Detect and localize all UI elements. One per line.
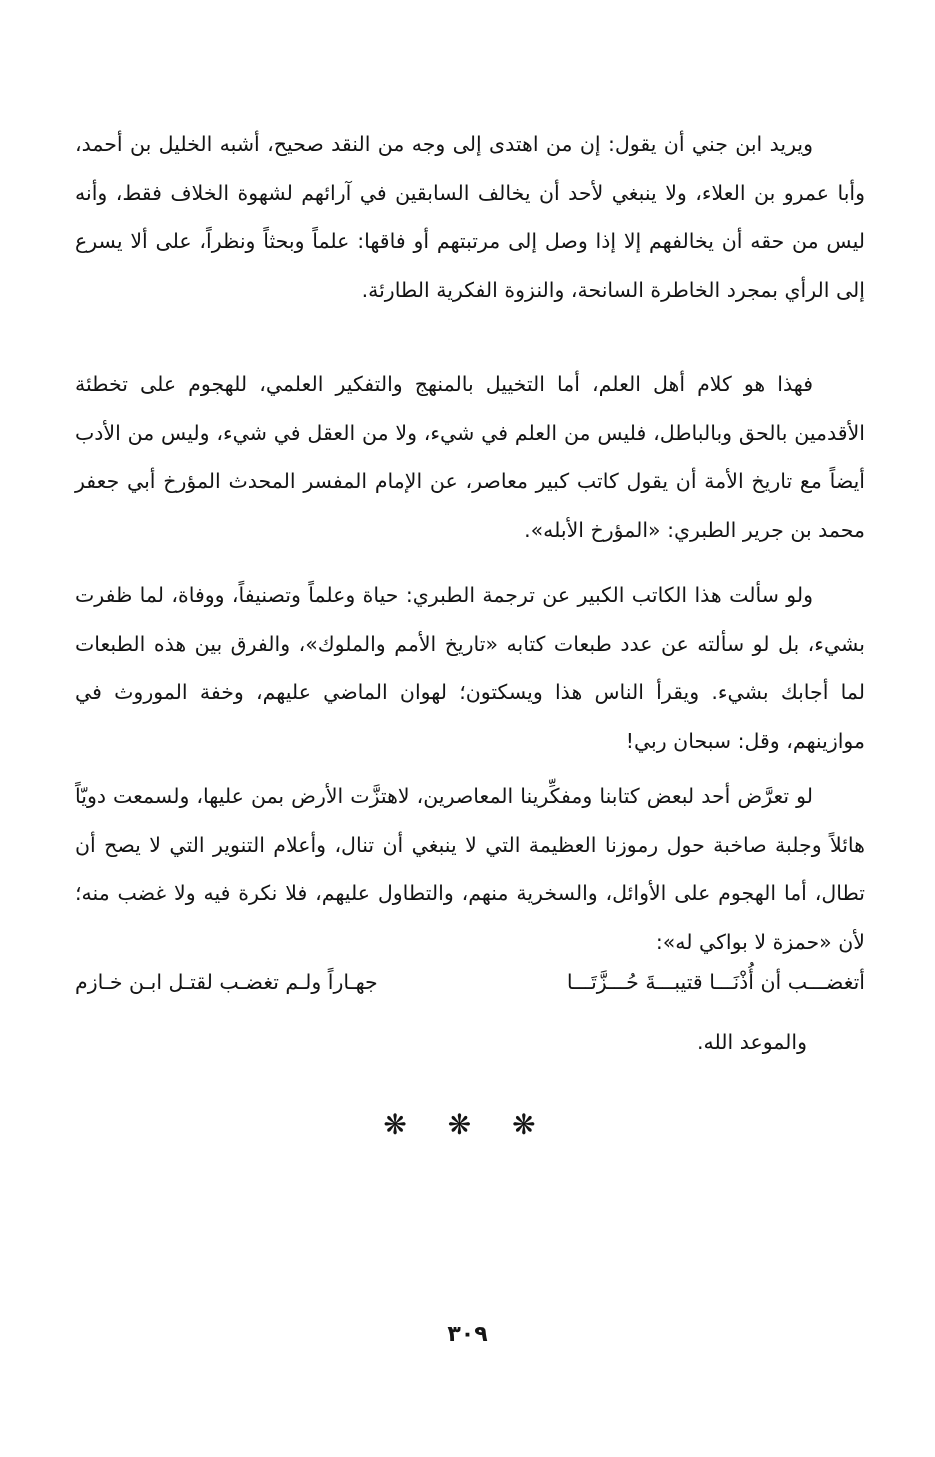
paragraph-1: ويريد ابن جني أن يقول: إن من اهتدى إلى وجه من النقد صحيح، أشبه الخليل بن أحمد، وأبا عمرو بن العلاء، ولا ينبغي لأحد أن يخالف السابقين في آرائهم لشهوة الخلاف فقط، وأنه ليس من حقه أن يخالفهم إلا إذا وصل إلى مرتبتهم أو فاقها: علماً وبحثاً ونظراً، على ألا يسرع إلى الرأي بمجرد الخاطرة السانحة، والنزوة الفكرية الطارئة.	[75, 132, 865, 302]
poetry-verse	[75, 970, 865, 1020]
paragraph-4: لو تعرَّض أحد لبعض كتابنا ومفكِّرينا المعاصرين، لاهتزَّت الأرض بمن عليها، ولسمعت دويّاً هائلاً وجلبة صاخبة حول رموزنا العظيمة التي لا ينبغي أن تنال، وأعلام التنوير التي لا يصح أن تطال، أما الهجوم على الأوائل، والسخرية منهم، والتطاول عليهم، فلا نكرة فيه ولا غضب منه؛ لأن «حمزة لا بواكي له»:	[75, 784, 865, 954]
paragraph-3: ولو سألت هذا الكاتب الكبير عن ترجمة الطبري: حياة وعلماً وتصنيفاً، ووفاة، لما ظفرت بشيء، بل لو سألته عن عدد طبعات كتابه «تاريخ الأمم والملوك»، والفرق بين هذه الطبعات لما أجابك بشيء. ويقرأ الناس هذا ويسكتون؛ لهوان الماضي عليهم، وخفة الموروث في موازينهم، وقل: سبحان ربي!	[75, 583, 865, 753]
closing-line: والموعد الله.	[696, 1030, 807, 1054]
verse-first-hemistich: أتغضـــب أن أُذْنَـــا قتيبـــةَ حُـــزَّتَـــا	[566, 970, 865, 994]
paragraph-2: فهذا هو كلام أهل العلم، أما التخييل بالمنهج والتفكير العلمي، للهجوم على تخطئة الأقدمين بالحق وبالباطل، فليس من العلم في شيء، ولا من العقل في شيء، وليس من الأدب أيضاً مع تاريخ الأمة أن يقول كاتب كبير معاصر، عن الإمام المفسر المحدث المؤرخ أبي جعفر محمد بن جرير الطبري: «المؤرخ الأبله».	[75, 372, 865, 542]
page-number: ٣٠٩	[447, 1322, 488, 1347]
verse-second-hemistich: جهـاراً ولـم تغضـب لقتـل ابـن خـازم	[75, 970, 378, 994]
section-separator: ❋ ❋ ❋	[383, 1108, 552, 1141]
